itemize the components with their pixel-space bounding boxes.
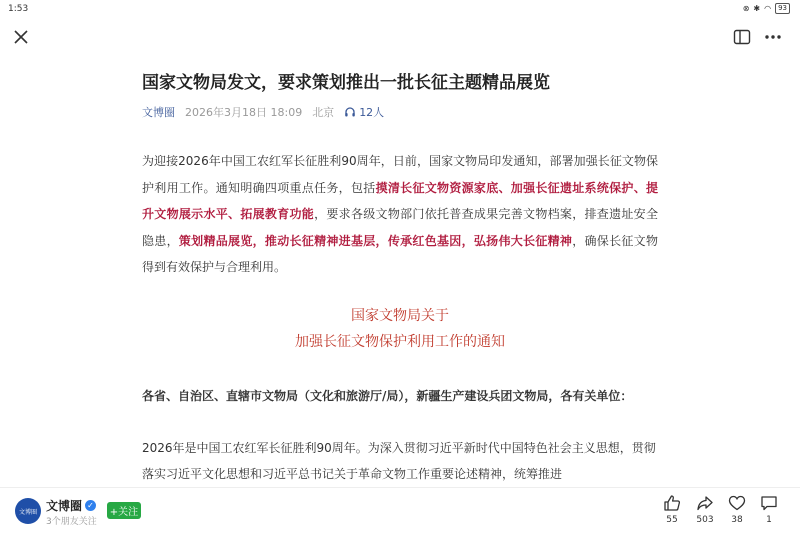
favorite-button[interactable]	[722, 494, 752, 525]
headphones-icon	[344, 106, 356, 118]
article-meta	[142, 104, 658, 120]
verified-icon: ✓	[85, 500, 96, 511]
status-icons	[743, 3, 790, 14]
intro-paragraph	[142, 148, 658, 281]
paragraph-text: ，要求各级文物部门依托普查成果完善文物档案，排查遗址安全隐患，	[142, 207, 658, 248]
article-location: 北京	[312, 106, 335, 119]
close-icon[interactable]	[12, 28, 30, 46]
favorite-count: 38	[731, 515, 743, 525]
share-button[interactable]	[690, 494, 720, 525]
notice-title-line1: 国家文物局关于	[351, 307, 449, 324]
comment-icon	[760, 494, 778, 512]
article-content	[142, 70, 658, 481]
article-source[interactable]: 文博圈	[142, 106, 175, 119]
notice-title	[142, 303, 658, 355]
more-icon[interactable]	[763, 29, 783, 45]
article-title: 国家文物局发文，要求策划推出一批长征主题精品展览	[142, 73, 550, 93]
alarm-icon: ⊗	[742, 4, 750, 13]
highlighted-text: 策划精品展览，推动长征精神进基层，传承红色基因，弘扬伟大长征精神	[178, 233, 573, 248]
battery-icon: 93	[775, 3, 790, 14]
account-name: 文博圈	[46, 499, 83, 513]
friends-following: 3个朋友关注	[46, 517, 97, 527]
share-icon	[696, 494, 714, 512]
share-count: 503	[696, 515, 714, 525]
addressees: 各省、自治区、直辖市文物局（文化和旅游厅/局），新疆生产建设兵团文物局，各有关单位：	[142, 388, 633, 403]
listener-count: 12人	[359, 106, 385, 119]
wifi-icon: ◠	[764, 4, 772, 13]
like-count: 55	[666, 515, 678, 525]
follow-button[interactable]: +关注	[107, 502, 141, 519]
bottom-bar	[0, 487, 800, 534]
article-date: 2026年3月18日 18:09	[185, 106, 303, 119]
avatar[interactable]	[15, 498, 41, 524]
account-name-row[interactable]	[46, 497, 96, 514]
thumbs-up-icon	[663, 494, 681, 512]
like-button[interactable]	[657, 494, 687, 525]
notice-paragraph: 2026年是中国工农红军长征胜利90周年。为深入贯彻习近平新时代中国特色社会主义思想，贯彻落实习近平文化思想和习近平总书记关于革命文物工作重要论述精神，统筹推进	[142, 440, 656, 481]
paragraph-text: ，确保长征文物得到有效保护与合理利用。	[142, 233, 658, 274]
status-time: 1:53	[8, 4, 29, 14]
top-toolbar	[0, 22, 800, 52]
paragraph-text: 为迎接2026年中国工农红军长征胜利90周年，日前，国家文物局印发通知，部署加强长征文物保护利用工作。通知明确四项重点任务，包括	[142, 154, 658, 195]
notice-title-line2: 加强长征文物保护利用工作的通知	[295, 333, 505, 350]
listen-button[interactable]	[344, 104, 384, 120]
highlighted-text: 摸清长征文物资源家底、加强长征遗址系统保护、提升文物展示水平、拓展教育功能	[142, 180, 658, 221]
comment-count: 1	[766, 515, 772, 525]
heart-icon	[728, 494, 746, 512]
reader-mode-icon[interactable]	[733, 29, 751, 45]
comment-button[interactable]	[754, 494, 784, 525]
status-bar	[0, 0, 800, 18]
bluetooth-icon: ✱	[753, 4, 761, 13]
avatar-text: 文博圈	[18, 508, 37, 516]
